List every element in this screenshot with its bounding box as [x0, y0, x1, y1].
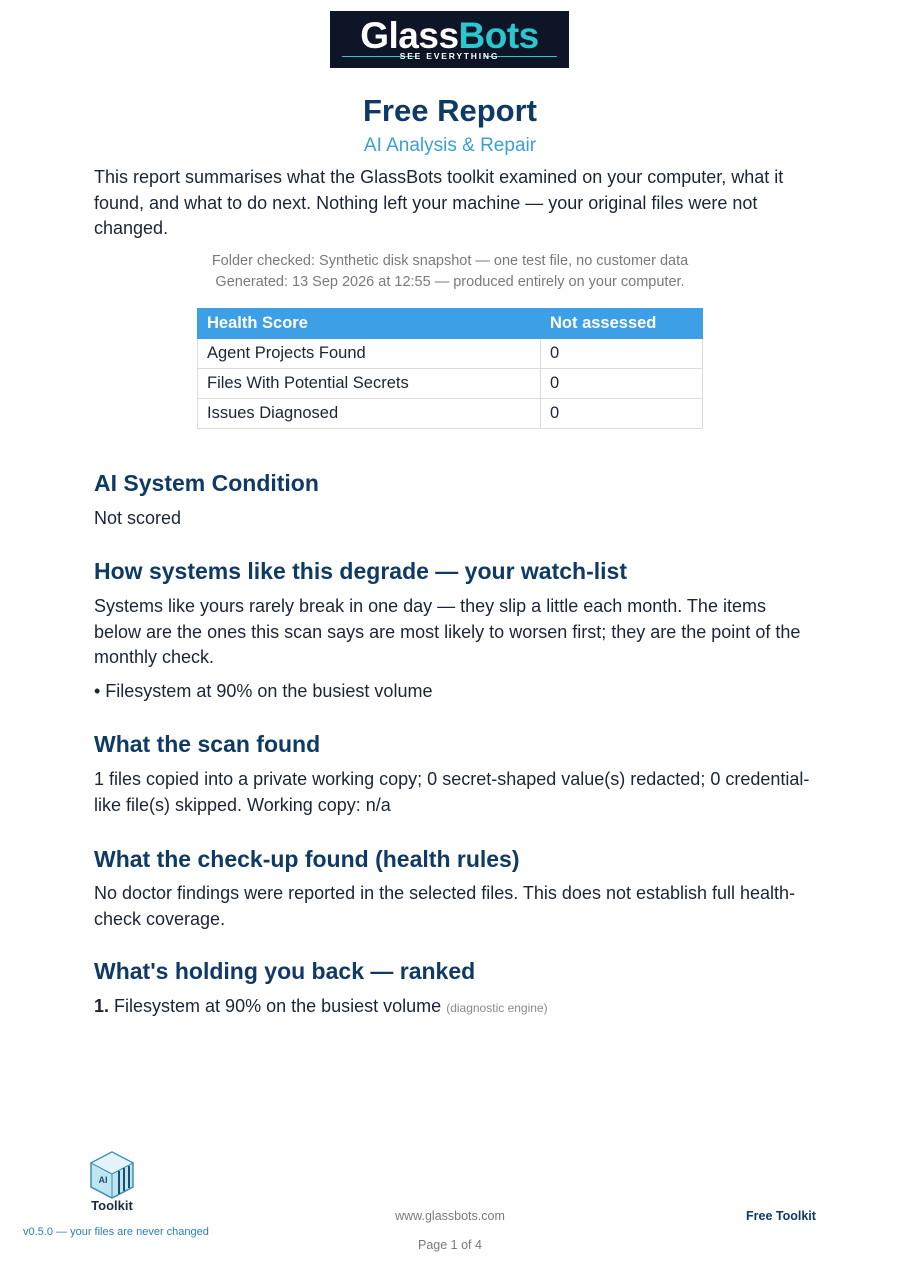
row-value: 0	[541, 399, 703, 429]
scan-heading: What the scan found	[94, 731, 321, 757]
watchlist-item: • Filesystem at 90% on the busiest volume	[94, 681, 433, 701]
intro-paragraph: This report summarises what the GlassBots toolkit examined on your computer, what it found, and what to do next. Nothing left your machine — your original files were not changed.	[94, 167, 784, 238]
ranked-item-text: Filesystem at 90% on the busiest volume	[114, 996, 442, 1016]
checkup-heading: What the check-up found (health rules)	[94, 846, 520, 872]
report-title: Free Report	[363, 93, 537, 128]
checkup-body: No doctor findings were reported in the selected files. This does not establish full health-check coverage.	[94, 883, 796, 929]
folder-checked-line: Folder checked: Synthetic disk snapshot — one test file, no customer data	[211, 253, 689, 269]
toolkit-badge-label: Toolkit	[91, 1198, 133, 1213]
row-value: 0	[541, 339, 703, 369]
scan-body: 1 files copied into a private working copy; 0 secret-shaped value(s) redacted; 0 credential-like file(s) skipped. Working copy: n/a	[94, 769, 810, 815]
footer-product-label: Free Toolkit	[746, 1209, 816, 1223]
generated-line: Generated: 13 Sep 2026 at 12:55 — produced entirely on your computer.	[215, 274, 685, 290]
footer-version: v0.5.0 — your files are never changed	[23, 1226, 209, 1238]
ranked-item	[94, 994, 814, 1022]
row-label: Agent Projects Found	[198, 339, 541, 369]
condition-body: Not scored	[94, 508, 182, 528]
ranked-heading: What's holding you back — ranked	[94, 958, 476, 984]
ranked-item-source: (diagnostic engine)	[446, 1001, 548, 1015]
page-number: Page 1 of 4	[418, 1238, 482, 1252]
logo-word-bots: Bots	[458, 15, 539, 56]
table-row	[198, 339, 703, 369]
degrade-body: Systems like yours rarely break in one day — they slip a little each month. The items below are the ones this scan says are most likely to worsen first; they are the point of the monthly check.	[94, 596, 801, 667]
glassbots-logo	[330, 11, 569, 68]
svg-text:AI: AI	[98, 1175, 108, 1185]
logo-word-glass: Glass	[360, 15, 459, 56]
row-value: 0	[541, 369, 703, 399]
footer-website-link[interactable]: www.glassbots.com	[395, 1209, 505, 1223]
summary-header-value: Not assessed	[541, 309, 703, 339]
summary-header-row	[198, 309, 703, 339]
table-row	[198, 399, 703, 429]
condition-heading: AI System Condition	[94, 470, 319, 496]
summary-header-label: Health Score	[198, 309, 541, 339]
ranked-item-number: 1.	[94, 996, 110, 1016]
toolkit-cube-icon	[89, 1150, 135, 1200]
logo-tagline: SEE EVERYTHING	[399, 51, 500, 61]
report-subtitle: AI Analysis & Repair	[363, 135, 537, 156]
degrade-heading: How systems like this degrade — your watch-list	[94, 558, 627, 584]
summary-table	[197, 308, 703, 429]
row-label: Issues Diagnosed	[198, 399, 541, 429]
row-label: Files With Potential Secrets	[198, 369, 541, 399]
table-row	[198, 369, 703, 399]
